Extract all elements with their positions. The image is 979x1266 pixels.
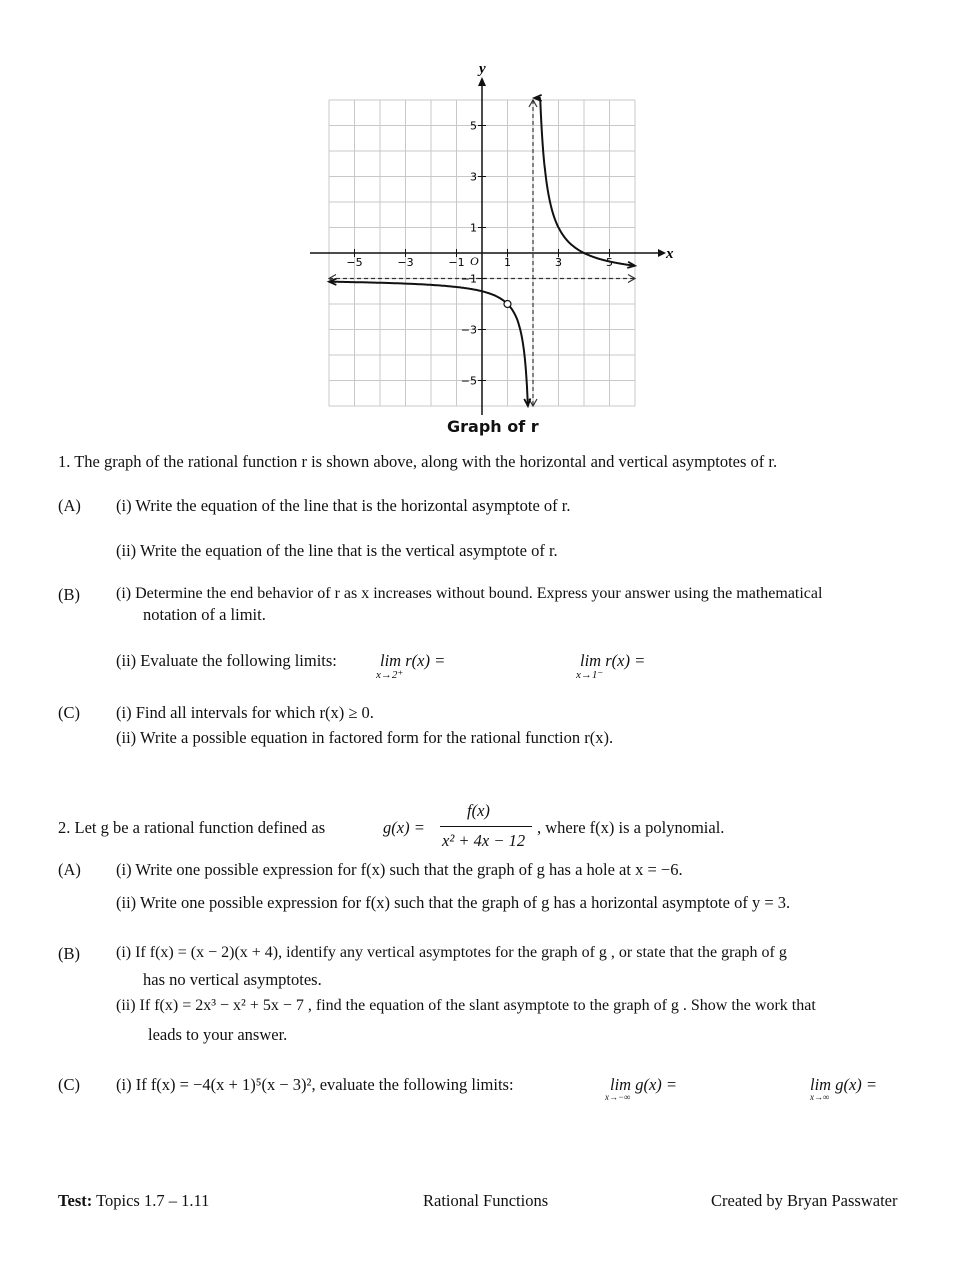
q2-limit-1: lim g(x) = [610, 1075, 678, 1094]
q2-c-i-prefix: (i) If f(x) = −4(x + 1)⁵(x − 3)², evaluate the following limits: [116, 1075, 514, 1094]
x-axis-arrow [658, 249, 666, 257]
q1-limit-1: lim r(x) = [380, 651, 446, 670]
curve-right-branch [534, 98, 635, 266]
q1-b-i-line1: (i) Determine the end behavior of r as x increases without bound. Express your answer using the mathematical [116, 585, 823, 602]
y-tick-label: −5 [460, 374, 477, 388]
q2-intro-suffix: , where f(x) is a polynomial. [537, 818, 725, 837]
fraction-bar [440, 826, 532, 827]
graph-caption: Graph of r [447, 417, 539, 436]
q1-limit-2-subscript: x→1⁻ [576, 669, 604, 681]
y-axis-label: y [479, 61, 486, 77]
footer-right: Created by Bryan Passwater [711, 1191, 898, 1210]
origin-label: O [470, 254, 479, 268]
x-tick-label: 1 [504, 256, 511, 269]
q2-limit-2: lim g(x) = [810, 1075, 878, 1094]
q1-a-ii: (ii) Write the equation of the line that is the vertical asymptote of r. [116, 541, 558, 560]
x-tick-label: −1 [448, 256, 465, 269]
y-tick-label: 5 [470, 119, 477, 133]
y-tick-label: −3 [460, 323, 477, 337]
q2-numerator: f(x) [467, 801, 490, 820]
q1-c-i: (i) Find all intervals for which r(x) ≥ 0. [116, 703, 374, 722]
y-tick-label: 1 [470, 221, 477, 235]
q1-limit-1-subscript: x→2⁺ [376, 669, 404, 681]
hole-marker [504, 301, 511, 308]
q2-denominator: x² + 4x − 12 [442, 831, 526, 850]
footer-test-label: Test: [58, 1191, 93, 1210]
footer-left [58, 1191, 209, 1211]
y-axis-arrow [478, 77, 486, 86]
x-axis-label: x [666, 246, 674, 262]
q2-part-a-label: (A) [58, 860, 81, 879]
q2-b-i-line1: (i) If f(x) = (x − 2)(x + 4), identify any vertical asymptotes for the graph of g , or state that the graph of g [116, 944, 787, 961]
q2-a-i: (i) Write one possible expression for f(x) such that the graph of g has a hole at x = −6. [116, 860, 683, 879]
q1-part-c-label: (C) [58, 703, 80, 722]
q2-g-lhs: g(x) = [383, 818, 425, 837]
axes [310, 77, 666, 415]
q1-intro: 1. The graph of the rational function r is shown above, along with the horizontal and vertical asymptotes of r. [58, 452, 778, 471]
q1-a-i: (i) Write the equation of the line that is the horizontal asymptote of r. [116, 496, 571, 515]
footer-center: Rational Functions [423, 1191, 549, 1210]
q2-intro-prefix: 2. Let g be a rational function defined as [58, 818, 326, 837]
x-tick-label: −3 [397, 256, 414, 269]
q2-b-ii-line2: leads to your answer. [148, 1025, 288, 1044]
q1-limit-2: lim r(x) = [580, 651, 646, 670]
q2-limit-1-subscript: x→−∞ [605, 1092, 631, 1102]
q1-part-a-label: (A) [58, 496, 81, 515]
footer-topics: Topics 1.7 – 1.11 [96, 1191, 210, 1210]
q2-a-ii: (ii) Write one possible expression for f(x) such that the graph of g has a horizontal asymptote of y = 3. [116, 893, 791, 912]
y-tick-label: −1 [460, 272, 477, 286]
q1-c-ii: (ii) Write a possible equation in factored form for the rational function r(x). [116, 728, 614, 747]
q1-part-b-label: (B) [58, 585, 80, 604]
x-tick-label: −5 [346, 256, 363, 269]
graph-of-r [300, 55, 690, 435]
curve-left-branch [329, 282, 528, 406]
q2-part-b-label: (B) [58, 944, 80, 963]
q1-b-i-line2: notation of a limit. [143, 605, 266, 624]
q2-part-c-label: (C) [58, 1075, 80, 1094]
x-tick-label: 3 [555, 256, 562, 269]
x-tick-label: 5 [606, 256, 613, 269]
q1-b-ii-prefix: (ii) Evaluate the following limits: [116, 651, 337, 670]
q2-b-i-line2: has no vertical asymptotes. [143, 970, 322, 989]
y-tick-label: 3 [470, 170, 477, 184]
q2-limit-2-subscript: x→∞ [810, 1092, 830, 1102]
q2-b-ii-line1: (ii) If f(x) = 2x³ − x² + 5x − 7 , find the equation of the slant asymptote to the graph of g . Show the work that [116, 997, 816, 1014]
